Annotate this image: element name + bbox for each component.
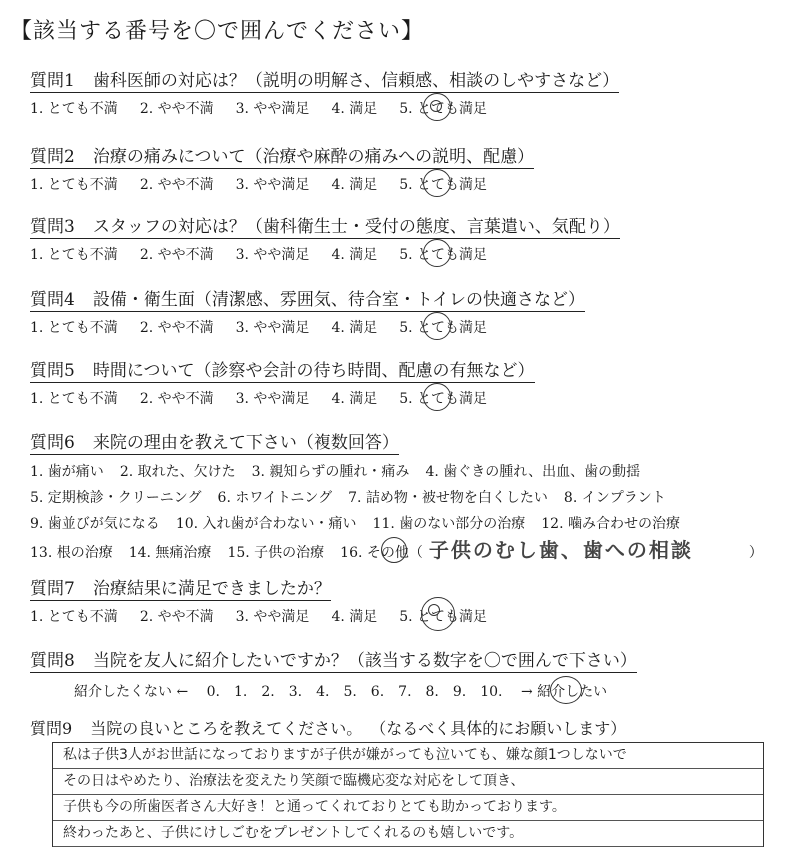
scale-value[interactable]: 3. xyxy=(288,684,303,700)
rating-options xyxy=(30,388,535,408)
reason-row xyxy=(30,513,779,535)
reason-option[interactable]: 7. 詰め物・被せ物を白くしたい xyxy=(348,490,548,506)
question-number: 質問1 xyxy=(30,71,75,91)
comment-box[interactable] xyxy=(52,742,764,847)
option-2[interactable]: 2. やや不満 xyxy=(139,247,214,263)
recommend-scale xyxy=(74,681,637,701)
option-2[interactable]: 2. やや不満 xyxy=(139,320,214,336)
reason-option[interactable]: 10. 入れ歯が合わない・痛い xyxy=(175,516,357,532)
question-text: 当院を友人に紹介したいですか？（該当する数字を〇で囲んで下さい） xyxy=(92,651,637,671)
scale-value[interactable]: 0. xyxy=(206,684,220,700)
reason-option[interactable]: 11. 歯のない部分の治療 xyxy=(372,516,526,532)
question-title xyxy=(30,66,619,93)
reason-option[interactable]: 3. 親知らずの腫れ・痛み xyxy=(251,464,410,480)
question-hint: （なるべく具体的にお願いします） xyxy=(378,719,627,738)
option-4[interactable]: 4. 満足 xyxy=(331,247,378,263)
question-title xyxy=(30,356,535,383)
option-5[interactable]: 5. とても満足 xyxy=(399,320,488,336)
scale-value[interactable]: 7. xyxy=(398,684,412,700)
question-6 xyxy=(30,428,779,564)
reason-option[interactable]: 8. インプラント xyxy=(563,490,666,506)
option-4[interactable]: 4. 満足 xyxy=(331,177,378,193)
question-1 xyxy=(30,66,619,118)
option-2[interactable]: 2. やや不満 xyxy=(139,609,214,625)
reason-option[interactable]: 1. 歯が痛い xyxy=(30,464,104,480)
option-5[interactable]: 5. とても満足 xyxy=(399,391,488,407)
option-3[interactable]: 3. やや満足 xyxy=(235,609,310,625)
rating-options xyxy=(30,606,509,626)
option-1[interactable]: 1. とても不満 xyxy=(30,320,118,336)
scale-value[interactable]: 1. xyxy=(234,684,248,700)
reason-option[interactable]: 4. 歯ぐきの腫れ、出血、歯の動揺 xyxy=(425,464,641,480)
question-text: 設備・衛生面（清潔感、雰囲気、待合室・トイレの快適さなど） xyxy=(92,290,585,310)
question-8 xyxy=(30,646,637,701)
option-1[interactable]: 1. とても不満 xyxy=(30,609,118,625)
rating-options xyxy=(30,174,534,194)
reason-option[interactable]: 12. 噛み合わせの治療 xyxy=(541,516,680,532)
option-3[interactable]: 3. やや満足 xyxy=(235,177,310,193)
question-number: 質問3 xyxy=(30,217,75,237)
question-number: 質問2 xyxy=(30,147,75,167)
scale-value[interactable]: 6. xyxy=(370,684,385,700)
comment-line: その日はやめたり、治療法を変えたり笑顔で臨機応変な対応をして頂き、 xyxy=(53,769,763,795)
question-7 xyxy=(30,574,509,626)
comment-line: 終わったあと、子供にけしごむをプレゼントしてくれるのも嬉しいです。 xyxy=(53,821,763,847)
reason-row xyxy=(30,539,779,564)
reason-option[interactable]: 9. 歯並びが気になる xyxy=(30,516,160,532)
question-text: スタッフの対応は？（歯科衛生士・受付の態度、言葉遣い、気配り） xyxy=(92,217,620,237)
option-5[interactable]: 5. とても満足 xyxy=(399,101,488,117)
question-text: 治療結果に満足できましたか？ xyxy=(92,579,331,599)
option-4[interactable]: 4. 満足 xyxy=(331,101,378,117)
option-3[interactable]: 3. やや満足 xyxy=(235,247,310,263)
option-1[interactable]: 1. とても不満 xyxy=(30,177,118,193)
scale-left-label: 紹介したくない ← xyxy=(74,684,189,700)
option-5[interactable]: 5. とても満足 xyxy=(399,177,488,193)
question-number: 質問8 xyxy=(30,651,75,671)
question-title xyxy=(30,646,637,673)
question-title xyxy=(30,428,399,455)
scale-value[interactable]: 8. xyxy=(425,684,439,700)
option-3[interactable]: 3. やや満足 xyxy=(235,320,310,336)
reason-option[interactable]: 2. 取れた、欠けた xyxy=(119,464,236,480)
question-text: 時間について（診察や会計の待ち時間、配慮の有無など） xyxy=(92,361,535,381)
question-title xyxy=(30,285,585,312)
rating-options xyxy=(30,244,620,264)
question-text: 治療の痛みについて（治療や麻酔の痛みへの説明、配慮） xyxy=(92,147,535,167)
option-5[interactable]: 5. とても満足 xyxy=(399,247,488,263)
reason-option[interactable]: 5. 定期検診・クリーニング xyxy=(30,490,202,506)
close-paren: ） xyxy=(748,545,763,561)
reason-option[interactable]: 13. 根の治療 xyxy=(30,545,113,561)
option-3[interactable]: 3. やや満足 xyxy=(235,101,310,117)
scale-value[interactable]: 5. xyxy=(343,684,357,700)
option-4[interactable]: 4. 満足 xyxy=(331,391,378,407)
question-number: 質問9 xyxy=(30,719,73,738)
scale-value[interactable]: 9. xyxy=(452,684,467,700)
question-text: 来院の理由を教えて下さい（複数回答） xyxy=(92,433,399,453)
other-handwritten-note[interactable]: 子供のむし歯、歯への相談 xyxy=(428,538,693,562)
question-number: 質問4 xyxy=(30,290,75,310)
page-heading: 【該当する番号を〇で囲んでください】 xyxy=(10,19,425,44)
question-text: 当院の良いところを教えてください。 xyxy=(90,719,363,738)
option-2[interactable]: 2. やや不満 xyxy=(139,391,214,407)
question-2 xyxy=(30,142,534,194)
question-text: 歯科医師の対応は？（説明の明解さ、信頼感、相談のしやすさなど） xyxy=(92,71,620,91)
scale-value[interactable]: 4. xyxy=(316,684,330,700)
reason-option[interactable]: 14. 無痛治療 xyxy=(128,545,212,561)
option-2[interactable]: 2. やや不満 xyxy=(139,177,214,193)
option-1[interactable]: 1. とても不満 xyxy=(30,101,118,117)
question-title xyxy=(30,574,331,601)
reason-option[interactable]: 15. 子供の治療 xyxy=(227,545,325,561)
option-1[interactable]: 1. とても不満 xyxy=(30,247,118,263)
question-5 xyxy=(30,356,535,408)
rating-options xyxy=(30,98,619,118)
scale-right-label: → 紹介したい xyxy=(520,684,608,700)
scale-value[interactable]: 10. xyxy=(480,684,503,700)
question-9 xyxy=(30,716,626,739)
reason-row xyxy=(30,487,779,509)
question-number: 質問6 xyxy=(30,433,75,453)
option-4[interactable]: 4. 満足 xyxy=(331,320,378,336)
reason-option-other[interactable]: 16. その他（ xyxy=(340,545,423,561)
reason-row xyxy=(30,461,779,483)
question-title xyxy=(30,142,534,169)
rating-options xyxy=(30,317,585,337)
question-title xyxy=(30,716,626,739)
question-title xyxy=(30,212,620,239)
question-number: 質問5 xyxy=(30,361,75,381)
option-1[interactable]: 1. とても不満 xyxy=(30,391,118,407)
option-4[interactable]: 4. 満足 xyxy=(331,609,378,625)
reason-option[interactable]: 6. ホワイトニング xyxy=(217,490,333,506)
option-5[interactable]: 5. とても満足 xyxy=(399,609,488,625)
option-2[interactable]: 2. やや不満 xyxy=(139,101,214,117)
option-3[interactable]: 3. やや満足 xyxy=(235,391,310,407)
question-3 xyxy=(30,212,620,264)
question-number: 質問7 xyxy=(30,579,75,599)
comment-line: 子供も今の所歯医者さん大好き！と通ってくれておりとても助かっております。 xyxy=(53,795,763,821)
question-4 xyxy=(30,285,585,337)
scale-value[interactable]: 2. xyxy=(261,684,275,700)
comment-line: 私は子供3人がお世話になっておりますが子供が嫌がっても泣いても、嫌な顔1つしないで xyxy=(53,743,763,769)
